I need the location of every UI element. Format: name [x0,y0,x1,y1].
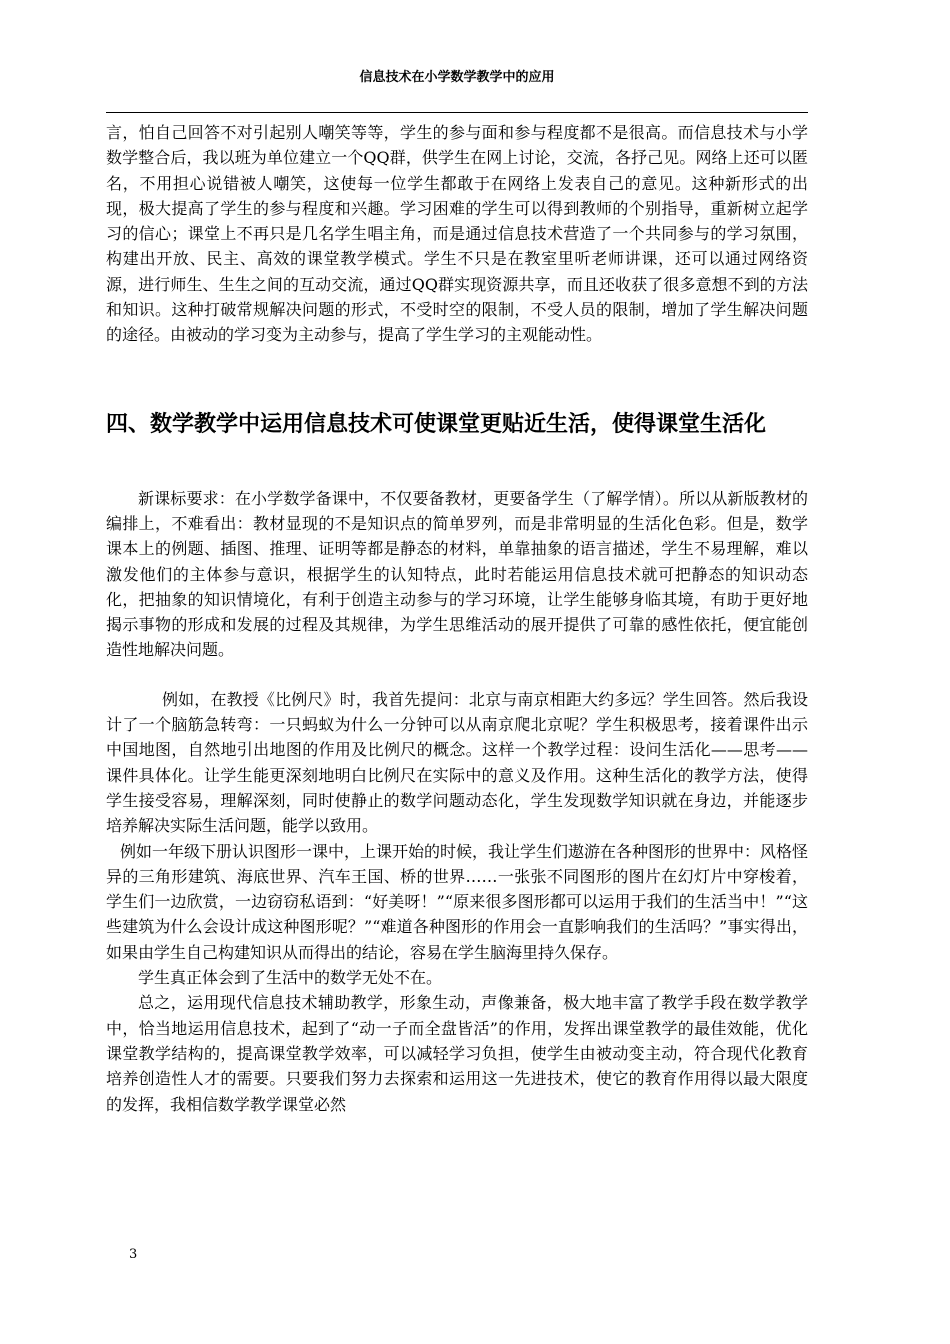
header-divider [106,112,808,113]
page-header-title: 信息技术在小学数学教学中的应用 [359,70,555,85]
section-heading: 四、数学教学中运用信息技术可使课堂更贴近生活，使得课堂生活化 [106,411,767,437]
paragraph-3: 例如一年级下册认识图形一课中，上课开始的时候，我让学生们遨游在各种图形的世界中：风格怪异的三角形建筑、海底世界、汽车王国、桥的世界……一张张不同图形的图片在幻灯片中穿梭着，学生们一边欣赏，一边窃窃私语到：“好美呀！”“原来很多图形都可以运用于我们的生活当中！”“这些建筑为什么会设计成这种图形呢？”“难道各种图形的作用会一直影响我们的生活吗？”事实得出，如果由学生自己构建知识从而得出的结论，容易在学生脑海里持久保存。 [106,841,809,962]
spacer [106,663,808,687]
document-body [106,120,808,1117]
paragraph-1: 新课标要求：在小学数学备课中，不仅要备教材，更要备学生（了解学情）。所以从新版教材的编排上，不难看出：教材显现的不是知识点的简单罗列，而是非常明显的生活化色彩。但是，数学课本上的例题、插图、推理、证明等都是静态的材料，单靠抽象的语言描述，学生不易理解，难以激发他们的主体参与意识，根据学生的认知特点，此时若能运用信息技术就可把静态的知识动态化，把抽象的知识情境化，有利于创造主动参与的学习环境，让学生能够身临其境，有助于更好地揭示事物的形成和发展的过程及其规律，为学生思维活动的展开提供了可靠的感性依托，便宜能创造性地解决问题。 [106,488,808,660]
paragraph-continued: 言，怕自己回答不对引起别人嘲笑等等，学生的参与面和参与程度都不是很高。而信息技术与小学数学整合后，我以班为单位建立一个QQ群，供学生在网上讨论，交流，各抒己见。网络上还可以匿名，不用担心说错被人嘲笑，这使每一位学生都敢于在网络上发表自己的意见。这种新形式的出现，极大提高了学生的参与程度和兴趣。学习困难的学生可以得到教师的个别指导，重新树立起学习的信心；课堂上不再只是几名学生唱主角，而是通过信息技术营造了一个共同参与的学习氛围，构建出开放、民主、高效的课堂教学模式。学生不只是在教室里听老师讲课，还可以通过网络资源，进行师生、生生之间的互动交流，通过QQ群实现资源共享，而且还收获了很多意想不到的方法和知识。这种打破常规解决问题的形式，不受时空的限制，不受人员的限制，增加了学生解决问题的途径。由被动的学习变为主动参与，提高了学生学习的主观能动性。 [106,123,808,345]
paragraph-5: 总之，运用现代信息技术辅助教学，形象生动，声像兼备，极大地丰富了教学手段在数学教学中，恰当地运用信息技术，起到了“动一子而全盘皆活”的作用，发挥出课堂教学的最佳效能，优化课堂教学结构的，提高课堂教学效率，可以减轻学习负担，使学生由被动变主动，符合现代化教育培养创造性人才的需要。只要我们努力去探索和运用这一先进技术，使它的教育作用得以最大限度的发挥，我相信数学教学课堂必然 [106,993,808,1114]
paragraph-2: 例如，在教授《比例尺》时，我首先提问：北京与南京相距大约多远？学生回答。然后我设计了一个脑筋急转弯：一只蚂蚁为什么一分钟可以从南京爬北京呢？学生积极思考，接着课件出示中国地图，自然地引出地图的作用及比例尺的概念。这样一个教学过程：设问生活化——思考——课件具体化。让学生能更深刻地明白比例尺在实际中的意义及作用。这种生活化的教学方法，使得学生接受容易，理解深刻，同时使静止的数学问题动态化，学生发现数学知识就在身边，并能逐步培养解决实际生活问题，能学以致用。 [106,689,808,836]
paragraph-4: 学生真正体会到了生活中的数学无处不在。 [138,968,443,988]
spacer [106,453,808,486]
page-number: 3 [129,1247,138,1262]
